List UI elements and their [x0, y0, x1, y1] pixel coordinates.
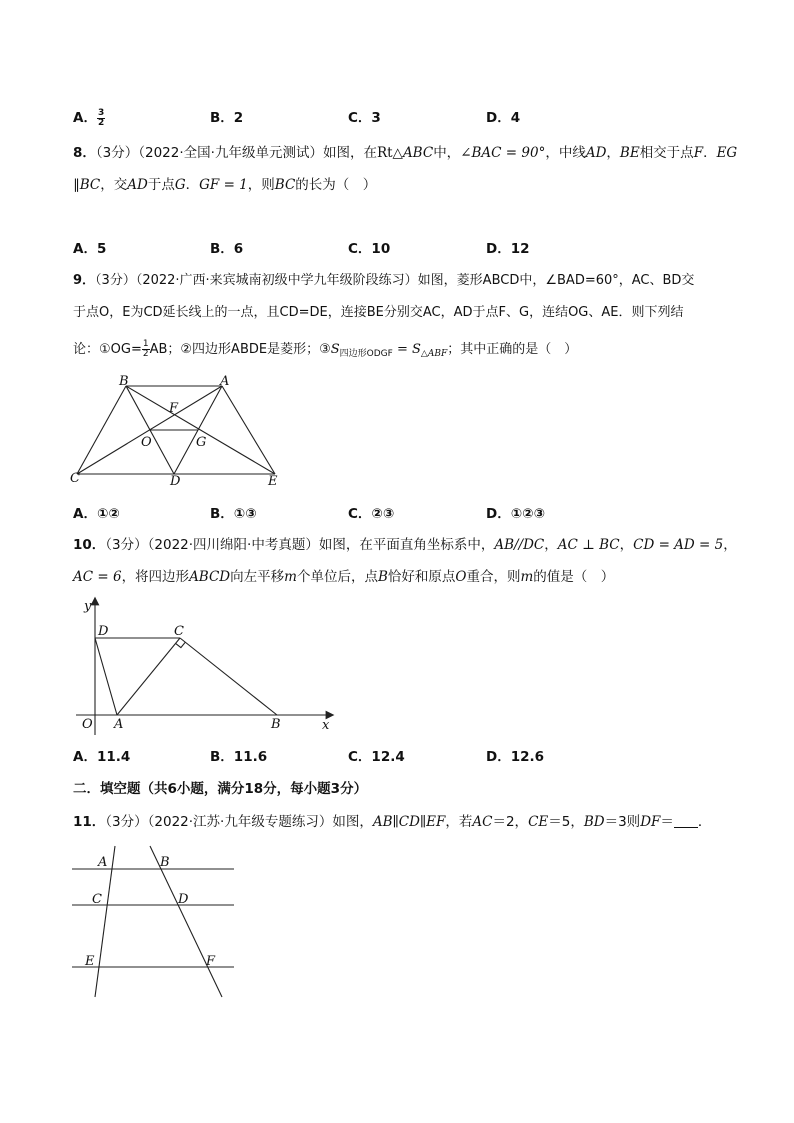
right-angle-mark: [176, 642, 186, 647]
q10-option-d[interactable]: D．12.6: [486, 749, 545, 765]
q7-option-c[interactable]: C．3: [348, 110, 381, 126]
fraction: $\frac{3}{2}$: [97, 107, 105, 128]
q9-option-c[interactable]: C．②③: [348, 506, 395, 522]
label-g: G: [196, 435, 207, 450]
q10-line-1: 10．（3分）（2022·四川绵阳·中考真题）如图，在平面直角坐标系中，AB//DC，AC ⊥ BC，CD = AD = 5，: [73, 537, 737, 553]
label-x: x: [322, 718, 330, 733]
segment-da: [95, 638, 117, 715]
label-c: C: [70, 471, 80, 486]
q8-line-1: 8．（3分）（2022·全国·九年级单元测试）如图，在Rt△ABC中，∠BAC = 90°，中线AD，BE相交于点F．EG: [73, 145, 738, 161]
label-c: C: [92, 892, 102, 907]
q9-option-a[interactable]: A．①②: [73, 506, 120, 522]
label-d: D: [98, 624, 109, 639]
q11-line-1: 11．（3分）（2022·江苏·九年级专题练习）如图，AB∥CD∥EF，若AC＝2，CE＝5，BD＝3则DF＝ ．: [73, 814, 712, 830]
q9-line-2: 于点O，E为CD延长线上的一点，且CD=DE，连接BE分别交AC，AD于点F、G，连结OG、AE．则下列结: [73, 305, 684, 320]
label-c: C: [174, 624, 184, 639]
q9-line-1: 9．（3分）（2022·广西·来宾城南初级中学九年级阶段练习）如图，菱形ABCD中，∠BAD=60°，AC、BD交: [73, 273, 695, 288]
label-e: E: [268, 474, 278, 489]
q8-line-2: ∥BC，交AD于点G．GF = 1，则BC的长为（ ）: [73, 177, 377, 193]
q7-option-a[interactable]: A． $\frac{3}{2}$: [73, 107, 105, 128]
q10-coordinate-figure: [72, 595, 337, 735]
label-o: O: [141, 435, 152, 450]
label-f: F: [206, 954, 216, 969]
q8-option-a[interactable]: A．5: [73, 241, 107, 257]
label-a: A: [114, 717, 124, 732]
q10-line-2: AC = 6，将四边形ABCD向左平移m个单位后，点B恰好和原点O重合，则m的值是（ ）: [73, 569, 615, 585]
q10-option-a[interactable]: A．11.4: [73, 749, 131, 765]
label-e: E: [85, 954, 95, 969]
segment-ac: [117, 638, 180, 715]
q10-option-c[interactable]: C．12.4: [348, 749, 405, 765]
label-a: A: [220, 374, 230, 389]
q8-option-c[interactable]: C．10: [348, 241, 391, 257]
label-d: D: [170, 474, 181, 489]
q9-option-d[interactable]: D．①②③: [486, 506, 546, 522]
q8-option-d[interactable]: D．12: [486, 241, 530, 257]
fraction: $\frac{1}{2}$: [142, 339, 149, 359]
q9-line-3: 论：①OG= $\frac{1}{2}$ AB；②四边形ABDE是菱形；$③S_{四边形ODGF} = S_{\triangle ABF}$；其中正确的是（ ）: [73, 339, 578, 359]
q8-option-b[interactable]: B．6: [210, 241, 244, 257]
q9-rhombus-figure: [65, 372, 295, 492]
label-o: O: [82, 717, 93, 732]
label-d: D: [178, 892, 189, 907]
segment-bc: [77, 386, 126, 474]
label-y: y: [84, 599, 92, 614]
label-f: F: [169, 401, 179, 416]
q11-parallel-lines-figure: [70, 842, 240, 1002]
q10-option-b[interactable]: B．11.6: [210, 749, 268, 765]
segment-ae: [222, 386, 275, 474]
q9-option-b[interactable]: B．①③: [210, 506, 257, 522]
segment-cb: [180, 638, 277, 715]
label-b: B: [160, 855, 170, 870]
label-a: A: [98, 855, 108, 870]
section-2-title: 二．填空题（共6小题，满分18分，每小题3分）: [73, 781, 368, 797]
q7-option-d[interactable]: D．4: [486, 110, 521, 126]
q7-option-b[interactable]: B．2: [210, 110, 244, 126]
label-b: B: [271, 717, 281, 732]
answer-blank[interactable]: [674, 813, 698, 828]
label-b: B: [119, 374, 129, 389]
